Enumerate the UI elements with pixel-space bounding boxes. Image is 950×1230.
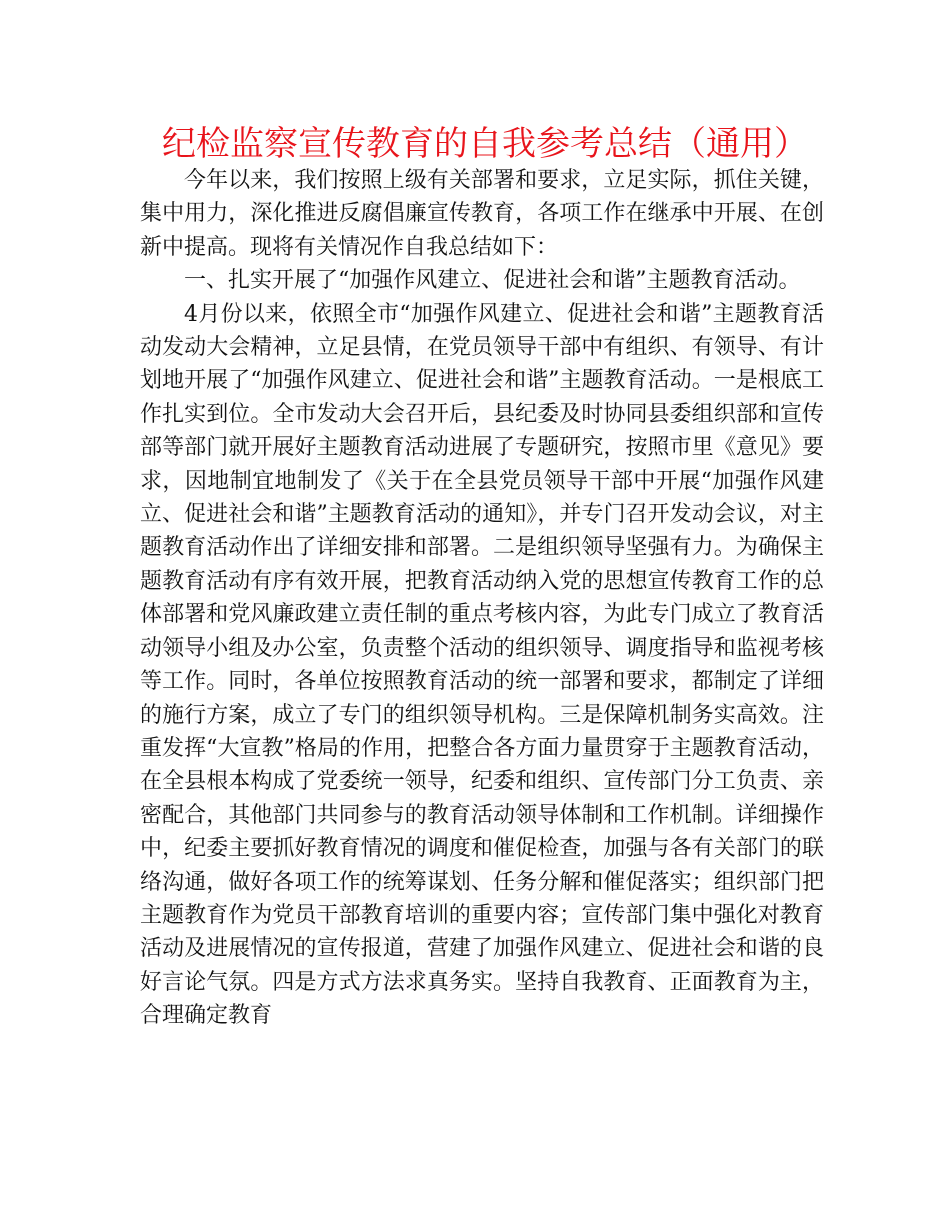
- paragraph-intro: 今年以来，我们按照上级有关部署和要求，立足实际，抓住关键，集中用力，深化推进反腐倡廉宣传教育，各项工作在继承中开展、在创新中提高。现将有关情况作自我总结如下：: [140, 168, 824, 260]
- paragraph-body: 4月份以来，依照全市“加强作风建立、促进社会和谐”主题教育活动发动大会精神，立足县情，在党员领导干部中有组织、有领导、有计划地开展了“加强作风建立、促进社会和谐”主题教育活动。一是根底工作扎实到位。全市发动大会召开后，县纪委及时协同县委组织部和宣传部等部门就开展好主题教育活动进展了专题研究，按照市里《意见》要求，因地制宜地制发了《关于在全县党员领导干部中开展“加强作风建立、促进社会和谐”主题教育活动的通知》，并专门召开发动会议，对主题教育活动作出了详细安排和部署。二是组织领导坚强有力。为确保主题教育活动有序有效开展，把教育活动纳入党的思想宣传教育工作的总体部署和党风廉政建立责任制的重点考核内容，为此专门成立了教育活动领导小组及办公室，负责整个活动的组织领导、调度指导和监视考核等工作。同时，各单位按照教育活动的统一部署和要求，都制定了详细的施行方案，成立了专门的组织领导机构。三是保障机制务实高效。注重发挥“大宣教”格局的作用，把整合各方面力量贯穿于主题教育活动，在全县根本构成了党委统一领导，纪委和组织、宣传部门分工负责、亲密配合，其他部门共同参与的教育活动领导体制和工作机制。详细操作中，纪委主要抓好教育情况的调度和催促检查，加强与各有关部门的联络沟通，做好各项工作的统筹谋划、任务分解和催促落实；组织部门把主题教育作为党员干部教育培训的重要内容；宣传部门集中强化对教育活动及进展情况的宣传报道，营建了加强作风建立、促进社会和谐的良好言论气氛。四是方式方法求真务实。坚持自我教育、正面教育为主，合理确定教育: [140, 301, 824, 1029]
- document-body: [140, 164, 824, 1033]
- paragraph-section-heading: 一、扎实开展了“加强作风建立、促进社会和谐”主题教育活动。: [184, 268, 801, 294]
- document-title: 纪检监察宣传教育的自我参考总结（通用）: [162, 124, 808, 164]
